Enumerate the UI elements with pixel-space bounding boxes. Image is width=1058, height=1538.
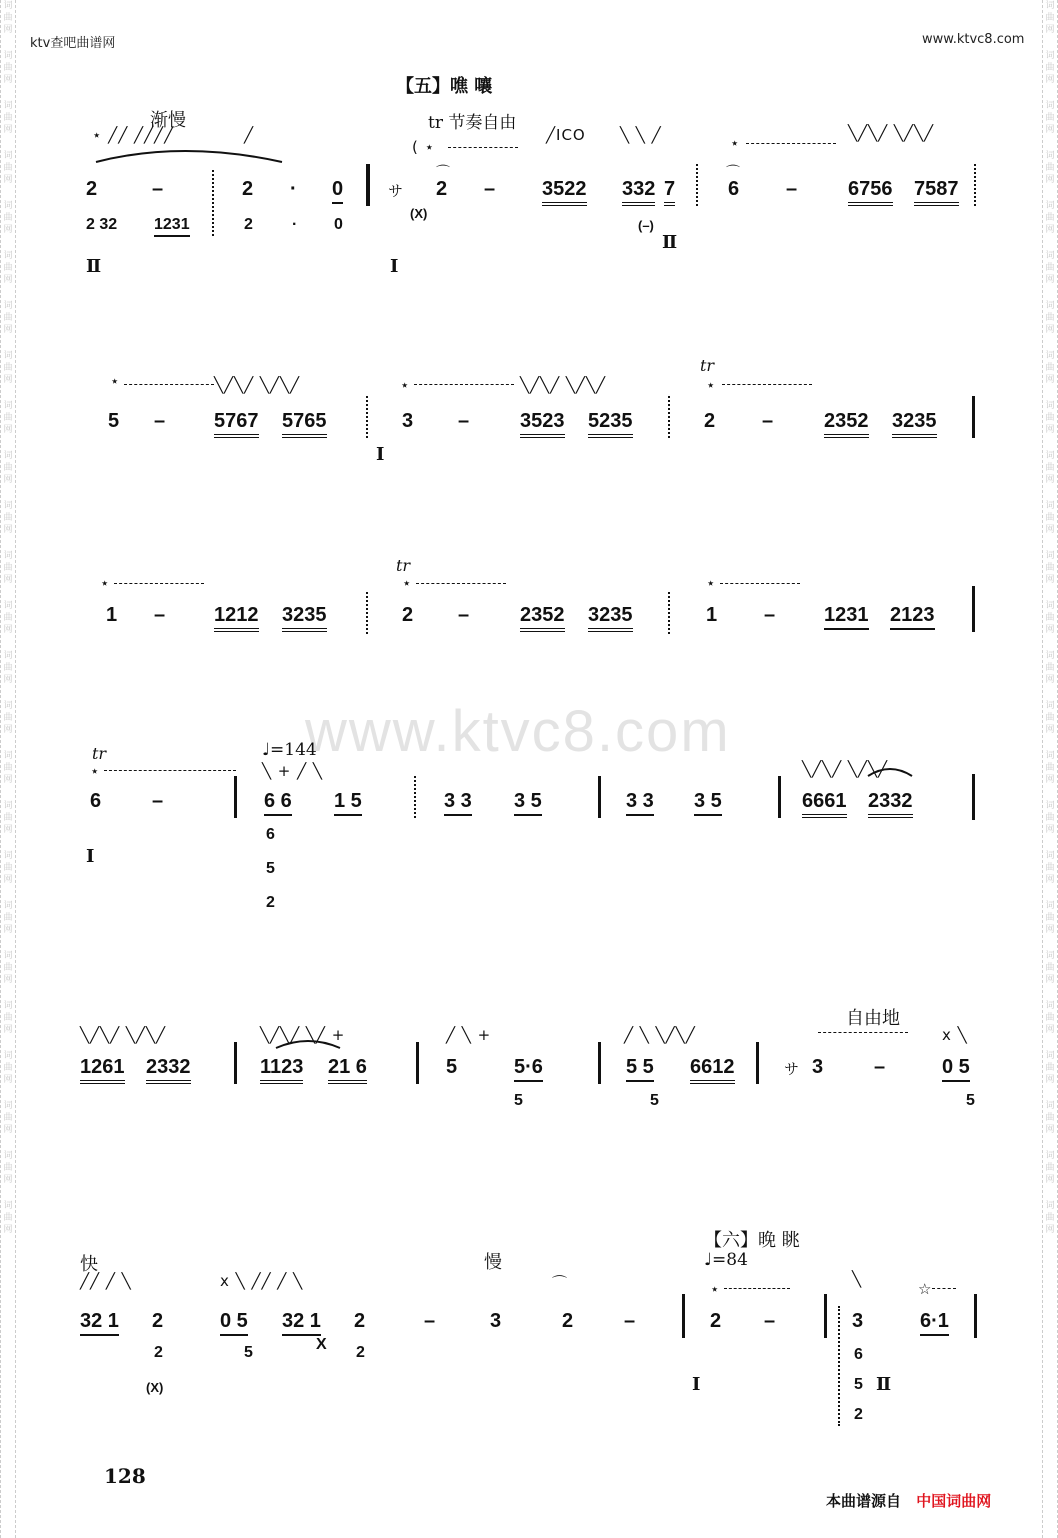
- side-mark: 词曲网: [1045, 401, 1055, 435]
- sub-note: 5: [854, 1376, 863, 1393]
- free-sign: サ: [784, 1060, 801, 1078]
- bowing-marks: ╱: [244, 126, 255, 144]
- sub-note: ·: [292, 216, 298, 233]
- side-mark: 词曲网: [1045, 551, 1055, 585]
- tempo-slowing-label: 渐慢: [150, 110, 186, 131]
- trill-extension-line: [932, 1288, 956, 1289]
- dotted-barline: [212, 170, 217, 236]
- note: –: [424, 1310, 436, 1332]
- note: 2: [402, 604, 414, 626]
- bowing-marks: ⋆: [706, 376, 717, 394]
- position-mark: Ⅰ: [692, 1374, 701, 1395]
- note: 7: [664, 178, 675, 206]
- sub-note: (X): [410, 206, 428, 221]
- trill-extension-line: [114, 583, 204, 584]
- note: 0 5: [220, 1310, 248, 1336]
- bowing-marks: ╱╱ ╱ ╲: [80, 1272, 132, 1290]
- sub-note: 5: [966, 1092, 975, 1109]
- side-mark: 词曲网: [3, 901, 13, 935]
- note: 332: [622, 178, 655, 206]
- note: 2: [86, 178, 98, 200]
- tempo-marking: ♩=144: [262, 740, 317, 760]
- source-text: 本曲谱源自: [826, 1492, 902, 1510]
- note: 2: [436, 178, 448, 200]
- barline: [972, 774, 975, 820]
- trill-label: tr: [700, 356, 715, 375]
- tempo-fast-label: 快: [80, 1254, 98, 1275]
- barline: [974, 1294, 977, 1338]
- note: 1 5: [334, 790, 362, 816]
- bowing-marks: ⋆: [100, 574, 111, 592]
- note: 2: [354, 1310, 366, 1332]
- note: 1231: [824, 604, 869, 630]
- source-credit: [826, 1490, 991, 1511]
- dotted-barline: [974, 164, 979, 206]
- dotted-barline: [668, 592, 673, 634]
- side-mark: 词曲网: [3, 1, 13, 35]
- side-mark: 词曲网: [1045, 301, 1055, 335]
- note: 2123: [890, 604, 935, 630]
- side-mark: 词曲网: [3, 551, 13, 585]
- trill-extension-line: [722, 384, 812, 385]
- barline: [598, 1042, 601, 1084]
- note: 3235: [892, 410, 937, 438]
- note: –: [154, 410, 166, 432]
- side-mark: 词曲网: [1045, 101, 1055, 135]
- sub-note: 5: [266, 860, 275, 877]
- side-mark: 词曲网: [1045, 151, 1055, 185]
- note: 3 5: [514, 790, 542, 816]
- trill-extension-line: [724, 1288, 790, 1289]
- sub-note: 5: [244, 1344, 253, 1361]
- page-number: 128: [104, 1464, 146, 1488]
- trill-extension-line: [818, 1032, 908, 1033]
- side-mark: 词曲网: [1045, 851, 1055, 885]
- position-mark: Ⅱ: [876, 1374, 892, 1395]
- section-6-tempo: ♩=84: [704, 1250, 748, 1270]
- note: 6·1: [920, 1310, 949, 1336]
- side-mark: 词曲网: [1045, 1, 1055, 35]
- bowing-marks: x ╲ ╱╱ ╱ ╲: [220, 1272, 304, 1290]
- sub-note: 5: [650, 1092, 659, 1109]
- barline: [234, 1042, 237, 1084]
- sub-note: 6: [854, 1346, 863, 1363]
- note: 2332: [146, 1056, 191, 1084]
- note: –: [764, 1310, 776, 1332]
- note: 2: [152, 1310, 164, 1332]
- note: 3 5: [694, 790, 722, 816]
- note: 3235: [588, 604, 633, 632]
- note: 2352: [520, 604, 565, 632]
- note: 6756: [848, 178, 893, 206]
- bowing-marks: ╲ ╲ ╱: [620, 126, 662, 144]
- side-mark: 词曲网: [1045, 951, 1055, 985]
- side-mark: 词曲网: [3, 301, 13, 335]
- side-mark: 词曲网: [3, 351, 13, 385]
- note: 6: [728, 178, 740, 200]
- note: 3 3: [444, 790, 472, 816]
- bowing-marks: ╲: [852, 1270, 863, 1288]
- bowing-marks: ⌒: [552, 1274, 569, 1292]
- side-mark: 词曲网: [1045, 51, 1055, 85]
- note: –: [152, 178, 164, 200]
- sub-note: 0: [334, 216, 343, 233]
- dotted-barline: [668, 396, 673, 438]
- note: 3: [402, 410, 414, 432]
- barline: [756, 1042, 759, 1084]
- note: –: [458, 604, 470, 626]
- free-sign: サ: [388, 182, 405, 200]
- bowing-marks: ╲╱╲╱ ╲╱ +: [260, 1026, 346, 1044]
- position-mark: Ⅰ: [390, 256, 399, 277]
- note: 2352: [824, 410, 869, 438]
- side-mark: 词曲网: [3, 1151, 13, 1185]
- sub-note: 2: [854, 1406, 863, 1423]
- sub-note: (X): [146, 1380, 164, 1395]
- side-mark: 词曲网: [1045, 1201, 1055, 1235]
- bowing-marks: ╱ICO: [546, 126, 586, 144]
- side-mark: 词曲网: [3, 51, 13, 85]
- side-mark: 词曲网: [3, 951, 13, 985]
- side-mark: 词曲网: [1045, 1151, 1055, 1185]
- note: 5765: [282, 410, 327, 438]
- note: 21 6: [328, 1056, 367, 1084]
- note: 3523: [520, 410, 565, 438]
- note: 6661: [802, 790, 847, 818]
- dotted-barline: [366, 592, 371, 634]
- side-mark: 词曲网: [3, 851, 13, 885]
- barline: [598, 776, 601, 818]
- section-6-title: 【六】晚 眺: [704, 1230, 800, 1251]
- bowing-marks: ⋆ ╱╱ ╱╱╱╱: [92, 126, 175, 144]
- sub-note: 2: [244, 216, 253, 233]
- note: –: [764, 604, 776, 626]
- note: 3: [852, 1310, 864, 1332]
- note: 1212: [214, 604, 259, 632]
- note: –: [786, 178, 798, 200]
- bowing-marks: ╱ ╲ ╲╱╲╱: [624, 1026, 696, 1044]
- note: 2: [710, 1310, 722, 1332]
- side-mark: 词曲网: [3, 451, 13, 485]
- side-mark: 词曲网: [1045, 901, 1055, 935]
- slur-arc: [274, 1034, 344, 1052]
- note: –: [152, 790, 164, 812]
- sub-note: 5: [514, 1092, 523, 1109]
- slur-arc: [92, 140, 292, 170]
- side-mark: 词曲网: [1045, 801, 1055, 835]
- note: 2: [704, 410, 716, 432]
- freely-label: 自由地: [846, 1008, 900, 1029]
- tempo-slow-label: 慢: [484, 1252, 502, 1273]
- side-mark: 词曲网: [1045, 451, 1055, 485]
- trill-extension-line: [720, 583, 800, 584]
- side-mark: 词曲网: [3, 1101, 13, 1135]
- note: 5767: [214, 410, 259, 438]
- note: 1: [706, 604, 718, 626]
- note: 1: [106, 604, 118, 626]
- note: 5235: [588, 410, 633, 438]
- side-mark: 词曲网: [3, 601, 13, 635]
- free-rhythm-label: tr 节奏自由: [428, 113, 517, 133]
- trill-extension-line: [104, 770, 236, 771]
- arpeggio-wave: [838, 1306, 844, 1426]
- side-mark: 词曲网: [3, 251, 13, 285]
- barline: [972, 396, 975, 438]
- note: 3: [812, 1056, 824, 1078]
- side-mark: 词曲网: [3, 501, 13, 535]
- bowing-marks: ⋆: [730, 134, 741, 152]
- side-mark: 词曲网: [3, 801, 13, 835]
- note: 32 1: [282, 1310, 321, 1336]
- trill-extension-line: [414, 384, 514, 385]
- bowing-marks: ╱ ╲ +: [446, 1026, 492, 1044]
- fermata: ⌒: [436, 165, 450, 181]
- side-mark: 词曲网: [1045, 701, 1055, 735]
- note: –: [762, 410, 774, 432]
- dotted-barline: [366, 396, 371, 438]
- position-mark: Ⅰ: [376, 444, 385, 465]
- bowing-marks: ⋆: [710, 1280, 721, 1298]
- note: 1261: [80, 1056, 125, 1084]
- sub-note: 1231: [154, 216, 190, 237]
- bowing-marks: ⋆: [706, 574, 717, 592]
- header-site-url[interactable]: www.ktvc8.com: [922, 32, 1025, 47]
- note: 2: [242, 178, 254, 200]
- dotted-barline: [414, 776, 419, 818]
- slur-arc: [866, 762, 916, 780]
- sub-note: X: [316, 1336, 327, 1353]
- fermata: ⌒: [726, 165, 740, 181]
- bowing-marks: ╲╱╲╱ ╲╱╲╱: [214, 376, 301, 394]
- position-mark: Ⅰ: [86, 846, 95, 867]
- note: 2: [562, 1310, 574, 1332]
- section-barline: [366, 164, 370, 206]
- trill-extension-line: [416, 583, 506, 584]
- right-margin-strip: [1042, 0, 1058, 1538]
- side-mark: 词曲网: [3, 1051, 13, 1085]
- note: 3: [490, 1310, 502, 1332]
- dotted-barline: [696, 164, 701, 206]
- barline: [234, 776, 237, 818]
- side-mark: 词曲网: [3, 151, 13, 185]
- section-5-title: 【五】噍 嚷: [396, 76, 493, 97]
- header-site-name[interactable]: ktv查吧曲谱网: [30, 36, 116, 51]
- side-mark: 词曲网: [1045, 601, 1055, 635]
- sub-note: 2 32: [86, 216, 118, 233]
- note: 3522: [542, 178, 587, 206]
- note: 6: [90, 790, 102, 812]
- barline: [778, 776, 781, 818]
- source-site-link[interactable]: 中国词曲网: [916, 1492, 992, 1510]
- note: 5: [446, 1056, 458, 1078]
- sub-note: (–): [638, 218, 654, 233]
- barline: [416, 1042, 419, 1084]
- side-mark: 词曲网: [1045, 1101, 1055, 1135]
- trill-extension-line: [746, 143, 836, 144]
- left-margin-strip: [0, 0, 16, 1538]
- side-mark: 词曲网: [3, 751, 13, 785]
- note: 6 6: [264, 790, 292, 816]
- note: 6612: [690, 1056, 735, 1084]
- note: 3235: [282, 604, 327, 632]
- note: –: [458, 410, 470, 432]
- bowing-marks: ╲╱╲╱ ╲╱╲╱: [520, 376, 607, 394]
- bowing-marks: x ╲: [942, 1026, 968, 1044]
- side-mark: 词曲网: [3, 1001, 13, 1035]
- trill-extension-line: [448, 147, 518, 148]
- side-mark: 词曲网: [3, 201, 13, 235]
- sub-note: 2: [266, 894, 275, 911]
- trill-label: tr: [92, 744, 107, 763]
- note: 7587: [914, 178, 959, 206]
- side-mark: 词曲网: [3, 1201, 13, 1235]
- side-mark: 词曲网: [3, 651, 13, 685]
- bowing-marks: ╲╱╲╱ ╲╱╲╱: [848, 124, 935, 142]
- side-mark: 词曲网: [1045, 201, 1055, 235]
- barline: [972, 586, 975, 632]
- sub-note: 6: [266, 826, 275, 843]
- bowing-marks: ☆: [918, 1280, 933, 1298]
- side-mark: 词曲网: [3, 401, 13, 435]
- note: –: [484, 178, 496, 200]
- note: 5: [108, 410, 120, 432]
- bowing-marks: ╲ + ╱ ╲: [262, 762, 323, 780]
- note: 32 1: [80, 1310, 119, 1336]
- note: –: [154, 604, 166, 626]
- note: 2332: [868, 790, 913, 818]
- side-mark: 词曲网: [1045, 1001, 1055, 1035]
- bowing-marks: ╲╱╲╱ ╲╱╲╱: [80, 1026, 167, 1044]
- side-mark: 词曲网: [1045, 1051, 1055, 1085]
- bowing-marks: ⋆: [402, 574, 413, 592]
- note: 5 5: [626, 1056, 654, 1082]
- side-mark: 词曲网: [1045, 501, 1055, 535]
- note: ·: [290, 178, 297, 200]
- note: 3 3: [626, 790, 654, 816]
- note: 5·6: [514, 1056, 543, 1082]
- position-mark: Ⅱ: [662, 232, 678, 253]
- side-mark: 词曲网: [3, 701, 13, 735]
- side-mark: 词曲网: [1045, 751, 1055, 785]
- sub-note: 2: [154, 1344, 163, 1361]
- trill-extension-line: [124, 384, 214, 385]
- bowing-marks: ╲╱╲╱ ╲╱╲╱: [802, 760, 889, 778]
- watermark: www.ktvc8.com: [305, 699, 731, 764]
- bowing-marks: ⋆: [110, 372, 121, 390]
- side-mark: 词曲网: [3, 101, 13, 135]
- side-mark: 词曲网: [1045, 251, 1055, 285]
- bowing-marks: ⋆: [400, 376, 411, 394]
- trill-label: tr: [396, 556, 411, 575]
- note: 0: [332, 178, 343, 204]
- note: 0 5: [942, 1056, 970, 1082]
- barline: [824, 1294, 827, 1338]
- barline: [682, 1294, 685, 1338]
- note: –: [624, 1310, 636, 1332]
- sub-note: 2: [356, 1344, 365, 1361]
- position-mark: Ⅱ: [86, 256, 102, 277]
- note: –: [874, 1056, 886, 1078]
- bowing-marks: ( ⋆: [412, 138, 436, 156]
- bowing-marks: ⋆: [90, 762, 101, 780]
- note: 1123: [260, 1056, 303, 1084]
- side-mark: 词曲网: [1045, 651, 1055, 685]
- side-mark: 词曲网: [1045, 351, 1055, 385]
